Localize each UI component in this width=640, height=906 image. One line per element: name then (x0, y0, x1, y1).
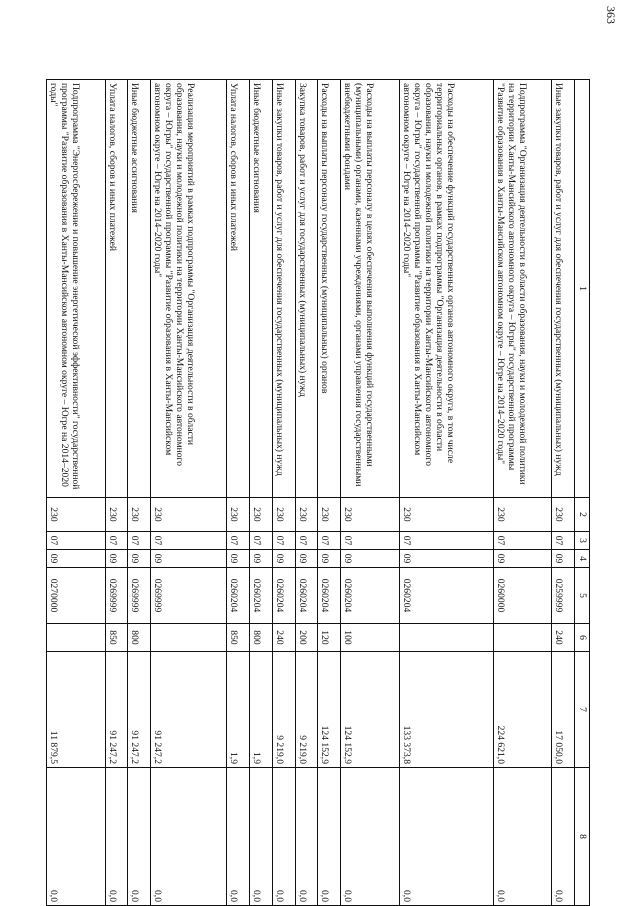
cell-subsection: 09 (493, 550, 551, 568)
table-row (318, 80, 341, 906)
row-name: Иные закупки товаров, работ и услуг для обеспечения государственных (муниципальных) нужд (552, 80, 575, 498)
cell-amount-2: 0,0 (250, 768, 273, 906)
cell-ministry: 230 (318, 498, 341, 532)
cell-expense-type: 200 (295, 624, 318, 652)
cell-target-article: 0269999 (151, 568, 227, 624)
cell-ministry: 230 (47, 498, 106, 532)
row-name: Расходы на обеспечение функций государственных органов автономного округа, в том числе территориальных органов, в рамках подпрограммы "Организация деятельности в области образования, науки и молодежной политики на территории Ханты-Мансийского автономного округа – Югры" государственной программы "Развитие образования в Ханты-Мансийском автономном округе – Югре на 2014–2020 годы" (399, 80, 493, 498)
cell-amount: 11 879,5 (47, 652, 106, 768)
cell-amount-2: 0,0 (47, 768, 106, 906)
cell-expense-type: 100 (341, 624, 399, 652)
row-name: Подпрограмма "Организация деятельности в области образования, науки и молодежной политики на территории Ханты-Мансийского автономного округа – Югры" государственной программы "Развитие образования в Ханты-Мансийском автономном округе – Югре на 2014–2020 годы" (493, 80, 551, 498)
cell-subsection: 09 (227, 550, 250, 568)
cell-target-article: 0269999 (105, 568, 128, 624)
header-row (575, 80, 590, 906)
cell-expense-type: 850 (105, 624, 128, 652)
cell-section: 07 (227, 532, 250, 550)
column-header-4: 4 (575, 550, 590, 568)
cell-expense-type (493, 624, 551, 652)
table-row (105, 80, 128, 906)
cell-subsection: 09 (128, 550, 151, 568)
cell-amount-2: 0,0 (399, 768, 493, 906)
cell-expense-type: 240 (272, 624, 295, 652)
cell-amount: 124 152,9 (341, 652, 399, 768)
cell-expense-type (47, 624, 106, 652)
budget-table (46, 79, 590, 906)
cell-expense-type: 800 (128, 624, 151, 652)
cell-expense-type (399, 624, 493, 652)
cell-section: 07 (151, 532, 227, 550)
cell-subsection: 09 (295, 550, 318, 568)
cell-amount: 9 219,0 (272, 652, 295, 768)
cell-ministry: 230 (295, 498, 318, 532)
cell-subsection: 09 (250, 550, 273, 568)
cell-amount: 91 247,2 (105, 652, 128, 768)
column-header-1: 1 (575, 80, 590, 498)
cell-ministry: 230 (128, 498, 151, 532)
cell-target-article: 0269999 (128, 568, 151, 624)
cell-ministry: 230 (552, 498, 575, 532)
cell-ministry: 230 (151, 498, 227, 532)
table-row (493, 80, 551, 906)
cell-expense-type: 120 (318, 624, 341, 652)
cell-section: 07 (552, 532, 575, 550)
cell-ministry: 230 (399, 498, 493, 532)
cell-amount: 133 373,8 (399, 652, 493, 768)
row-name: Уплата налогов, сборов и иных платежей (105, 80, 128, 498)
column-header-5: 5 (575, 568, 590, 624)
cell-amount-2: 0,0 (341, 768, 399, 906)
row-name: Подпрограмма "Энергосбережение и повышение энергетической эффективности" государственной программы "Развитие образования в Ханты-Мансийском автономном округе – Югре на 2014–2020 годы" (47, 80, 106, 498)
cell-target-article: 0260204 (318, 568, 341, 624)
cell-ministry: 230 (493, 498, 551, 532)
cell-amount-2: 0,0 (128, 768, 151, 906)
table-row (295, 80, 318, 906)
cell-target-article: 0260000 (493, 568, 551, 624)
cell-target-article: 0270000 (47, 568, 106, 624)
cell-expense-type: 800 (250, 624, 273, 652)
cell-amount: 17 050,0 (552, 652, 575, 768)
cell-section: 07 (399, 532, 493, 550)
column-header-3: 3 (575, 532, 590, 550)
row-name: Закупка товаров, работ и услуг для государственных (муниципальных) нужд (295, 80, 318, 498)
column-header-2: 2 (575, 498, 590, 532)
row-name: Реализация мероприятий в рамках подпрограммы "Организация деятельности в области образования, науки и молодежной политики на территории Ханты-Мансийского автономного округа – Югры" государственной программы "Развитие образования в Ханты-Мансийском автономном округе – Югре на 2014–2020 годы" (151, 80, 227, 498)
cell-section: 07 (105, 532, 128, 550)
table-row (250, 80, 273, 906)
cell-amount: 9 219,0 (295, 652, 318, 768)
cell-target-article: 0259999 (552, 568, 575, 624)
cell-amount-2: 0,0 (272, 768, 295, 906)
cell-section: 07 (295, 532, 318, 550)
cell-amount-2: 0,0 (318, 768, 341, 906)
row-name: Расходы на выплаты персоналу в целях обеспечения выполнения функций государственными (муниципальными) органами, казенными учреждениями, органами управления государственными внебюджетными фондами (341, 80, 399, 498)
cell-ministry: 230 (250, 498, 273, 532)
cell-subsection: 09 (318, 550, 341, 568)
cell-section: 07 (493, 532, 551, 550)
cell-section: 07 (318, 532, 341, 550)
cell-amount-2: 0,0 (105, 768, 128, 906)
page-number: 363 (604, 6, 618, 24)
table-row (552, 80, 575, 906)
column-header-6: 6 (575, 624, 590, 652)
cell-section: 07 (47, 532, 106, 550)
cell-subsection: 09 (47, 550, 106, 568)
cell-amount-2: 0,0 (552, 768, 575, 906)
cell-amount-2: 0,0 (151, 768, 227, 906)
cell-amount: 91 247,2 (128, 652, 151, 768)
cell-target-article: 0260204 (341, 568, 399, 624)
cell-section: 07 (128, 532, 151, 550)
table-row (128, 80, 151, 906)
row-name: Уплата налогов, сборов и иных платежей (227, 80, 250, 498)
column-header-7: 7 (575, 652, 590, 768)
cell-amount: 91 247,2 (151, 652, 227, 768)
table-row (227, 80, 250, 906)
column-header-8: 8 (575, 768, 590, 906)
cell-section: 07 (341, 532, 399, 550)
table-row (272, 80, 295, 906)
cell-amount: 124 152,9 (318, 652, 341, 768)
cell-section: 07 (250, 532, 273, 550)
row-name: Иные закупки товаров, работ и услуг для обеспечения государственных (муниципальных) нужд (272, 80, 295, 498)
cell-subsection: 09 (399, 550, 493, 568)
cell-amount: 224 621,0 (493, 652, 551, 768)
cell-amount-2: 0,0 (227, 768, 250, 906)
cell-section: 07 (272, 532, 295, 550)
cell-subsection: 09 (105, 550, 128, 568)
cell-ministry: 230 (227, 498, 250, 532)
cell-target-article: 0260204 (272, 568, 295, 624)
rotated-page (46, 79, 590, 905)
table-row (341, 80, 399, 906)
cell-target-article: 0260204 (250, 568, 273, 624)
table-row (151, 80, 227, 906)
cell-amount-2: 0,0 (295, 768, 318, 906)
cell-amount: 1,9 (250, 652, 273, 768)
cell-subsection: 09 (151, 550, 227, 568)
cell-target-article: 0260204 (399, 568, 493, 624)
cell-ministry: 230 (341, 498, 399, 532)
cell-amount: 1,9 (227, 652, 250, 768)
table-row (399, 80, 493, 906)
row-name: Иные бюджетные ассигнования (250, 80, 273, 498)
row-name: Расходы на выплаты персоналу государственных (муниципальных) органов (318, 80, 341, 498)
row-name: Иные бюджетные ассигнования (128, 80, 151, 498)
cell-expense-type (151, 624, 227, 652)
table-row (47, 80, 106, 906)
cell-target-article: 0260204 (295, 568, 318, 624)
cell-subsection: 09 (341, 550, 399, 568)
cell-ministry: 230 (272, 498, 295, 532)
cell-expense-type: 850 (227, 624, 250, 652)
cell-expense-type: 240 (552, 624, 575, 652)
cell-target-article: 0260204 (227, 568, 250, 624)
cell-subsection: 09 (552, 550, 575, 568)
cell-subsection: 09 (272, 550, 295, 568)
cell-ministry: 230 (105, 498, 128, 532)
cell-amount-2: 0,0 (493, 768, 551, 906)
